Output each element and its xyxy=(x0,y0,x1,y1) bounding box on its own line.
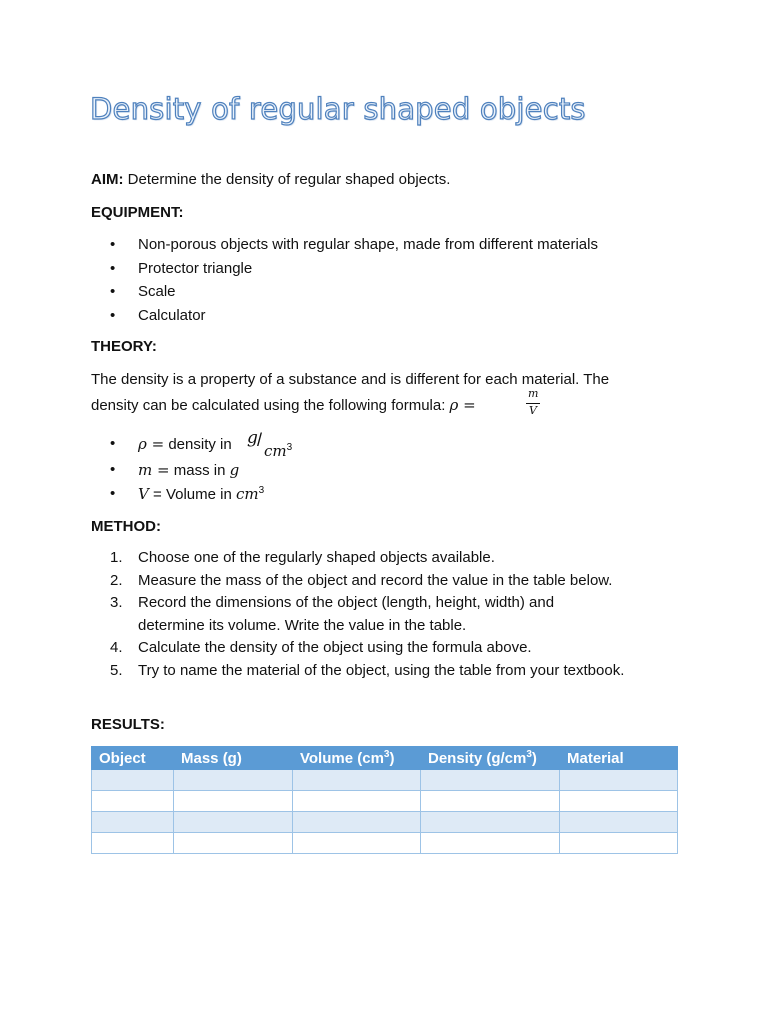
theory-line-2-text: density can be calculated using the following formula: xyxy=(91,397,446,414)
equipment-list xyxy=(110,235,598,329)
table-row xyxy=(92,770,678,791)
table-cell[interactable] xyxy=(174,812,293,833)
method-step xyxy=(110,592,618,637)
table-cell[interactable] xyxy=(560,791,678,812)
step-number: 1. xyxy=(110,549,123,566)
definition-item xyxy=(110,484,264,508)
table-cell[interactable] xyxy=(174,791,293,812)
theory-heading: THEORY: xyxy=(91,338,157,355)
definition-text: density in xyxy=(168,436,232,453)
table-cell[interactable] xyxy=(421,770,560,791)
equipment-item-text: Scale xyxy=(138,283,176,300)
table-cell[interactable] xyxy=(293,770,421,791)
table-cell[interactable] xyxy=(293,812,421,833)
theory-line-1: The density is a property of a substance and is different for each material. The xyxy=(91,371,610,388)
unit-numerator: g xyxy=(247,428,258,448)
table-cell[interactable] xyxy=(92,833,174,854)
results-header-row xyxy=(92,747,678,770)
table-cell[interactable] xyxy=(560,812,678,833)
bullet-icon: • xyxy=(110,259,116,277)
table-row xyxy=(92,791,678,812)
bullet-icon: • xyxy=(110,283,116,300)
table-cell[interactable] xyxy=(293,833,421,854)
definition-unit: cm xyxy=(236,484,259,503)
definition-symbol: V xyxy=(138,484,149,503)
table-cell[interactable] xyxy=(174,833,293,854)
bullet-icon: • xyxy=(110,461,116,478)
method-steps xyxy=(110,547,683,682)
bullet-icon: • xyxy=(110,306,116,324)
definition-symbol: m = xyxy=(138,461,170,479)
method-step xyxy=(110,637,683,660)
unit-slash: / xyxy=(257,430,263,450)
definition-item xyxy=(110,460,264,484)
step-text: Calculate the density of the object using the formula above. xyxy=(138,639,532,656)
results-table xyxy=(91,746,678,854)
equipment-item xyxy=(110,235,598,259)
column-header-density: Density $(g/cm^3)$ xyxy=(421,747,560,770)
aim-paragraph xyxy=(91,170,450,190)
definition-item xyxy=(110,428,293,460)
definition-text: = Volume in xyxy=(153,485,232,503)
step-text: Measure the mass of the object and record the value in the table below. xyxy=(138,571,613,589)
equipment-item xyxy=(110,306,598,330)
table-cell[interactable] xyxy=(560,833,678,854)
results-heading: RESULTS: xyxy=(91,716,165,733)
table-cell[interactable] xyxy=(421,833,560,854)
column-header-material: Material xyxy=(560,747,678,770)
table-cell[interactable] xyxy=(92,770,174,791)
equipment-item-text: Non-porous objects with regular shape, made from different materials xyxy=(138,236,598,253)
step-number: 5. xyxy=(110,661,123,679)
unit-exponent: 3 xyxy=(286,442,293,453)
equipment-item xyxy=(110,282,598,306)
column-header-object: Object xyxy=(92,747,174,770)
method-heading: METHOD: xyxy=(91,518,161,535)
formula-denominator: V xyxy=(529,404,537,417)
step-number: 3. xyxy=(110,594,123,611)
step-number: 2. xyxy=(110,571,123,589)
formula-lhs: ρ = xyxy=(449,396,476,414)
equipment-heading: EQUIPMENT: xyxy=(91,204,184,221)
equipment-item-text: Calculator xyxy=(138,306,206,324)
definition-text: mass in xyxy=(173,462,226,479)
equipment-item-text: Protector triangle xyxy=(138,259,253,277)
aim-label: AIM: xyxy=(91,171,124,188)
bullet-icon: • xyxy=(110,484,116,502)
unit-exponent: 3 xyxy=(258,484,265,496)
definition-symbol: ρ = xyxy=(138,435,165,453)
table-cell[interactable] xyxy=(560,770,678,791)
equipment-item xyxy=(110,259,598,283)
table-cell[interactable] xyxy=(421,812,560,833)
bullet-icon: • xyxy=(110,236,116,253)
table-row xyxy=(92,833,678,854)
method-step xyxy=(110,660,628,683)
formula-numerator: m xyxy=(528,387,539,400)
bullet-icon: • xyxy=(110,435,116,452)
step-text: Choose one of the regularly shaped objects available. xyxy=(138,549,495,566)
table-cell[interactable] xyxy=(92,791,174,812)
step-text: Record the dimensions of the object (length, height, width) and determine its volume. Write the value in the table. xyxy=(138,594,555,634)
table-cell[interactable] xyxy=(421,791,560,812)
method-step xyxy=(110,547,683,570)
aim-text: Determine the density of regular shaped objects. xyxy=(127,171,451,188)
column-header-volume: Volume $(cm^3)$ xyxy=(293,747,421,770)
table-row xyxy=(92,812,678,833)
unit-denominator: cm xyxy=(264,442,287,460)
table-cell[interactable] xyxy=(92,812,174,833)
table-cell[interactable] xyxy=(293,791,421,812)
document-title: Density of regular shaped objects xyxy=(90,92,586,126)
theory-line-2 xyxy=(91,395,476,416)
definition-unit: g xyxy=(229,461,240,479)
table-cell[interactable] xyxy=(174,770,293,791)
definitions-list xyxy=(110,428,293,507)
column-header-mass: Mass (g) xyxy=(174,747,293,770)
step-text: Try to name the material of the object, using the table from your textbook. xyxy=(138,661,625,679)
step-number: 4. xyxy=(110,639,123,656)
method-step xyxy=(110,570,683,593)
